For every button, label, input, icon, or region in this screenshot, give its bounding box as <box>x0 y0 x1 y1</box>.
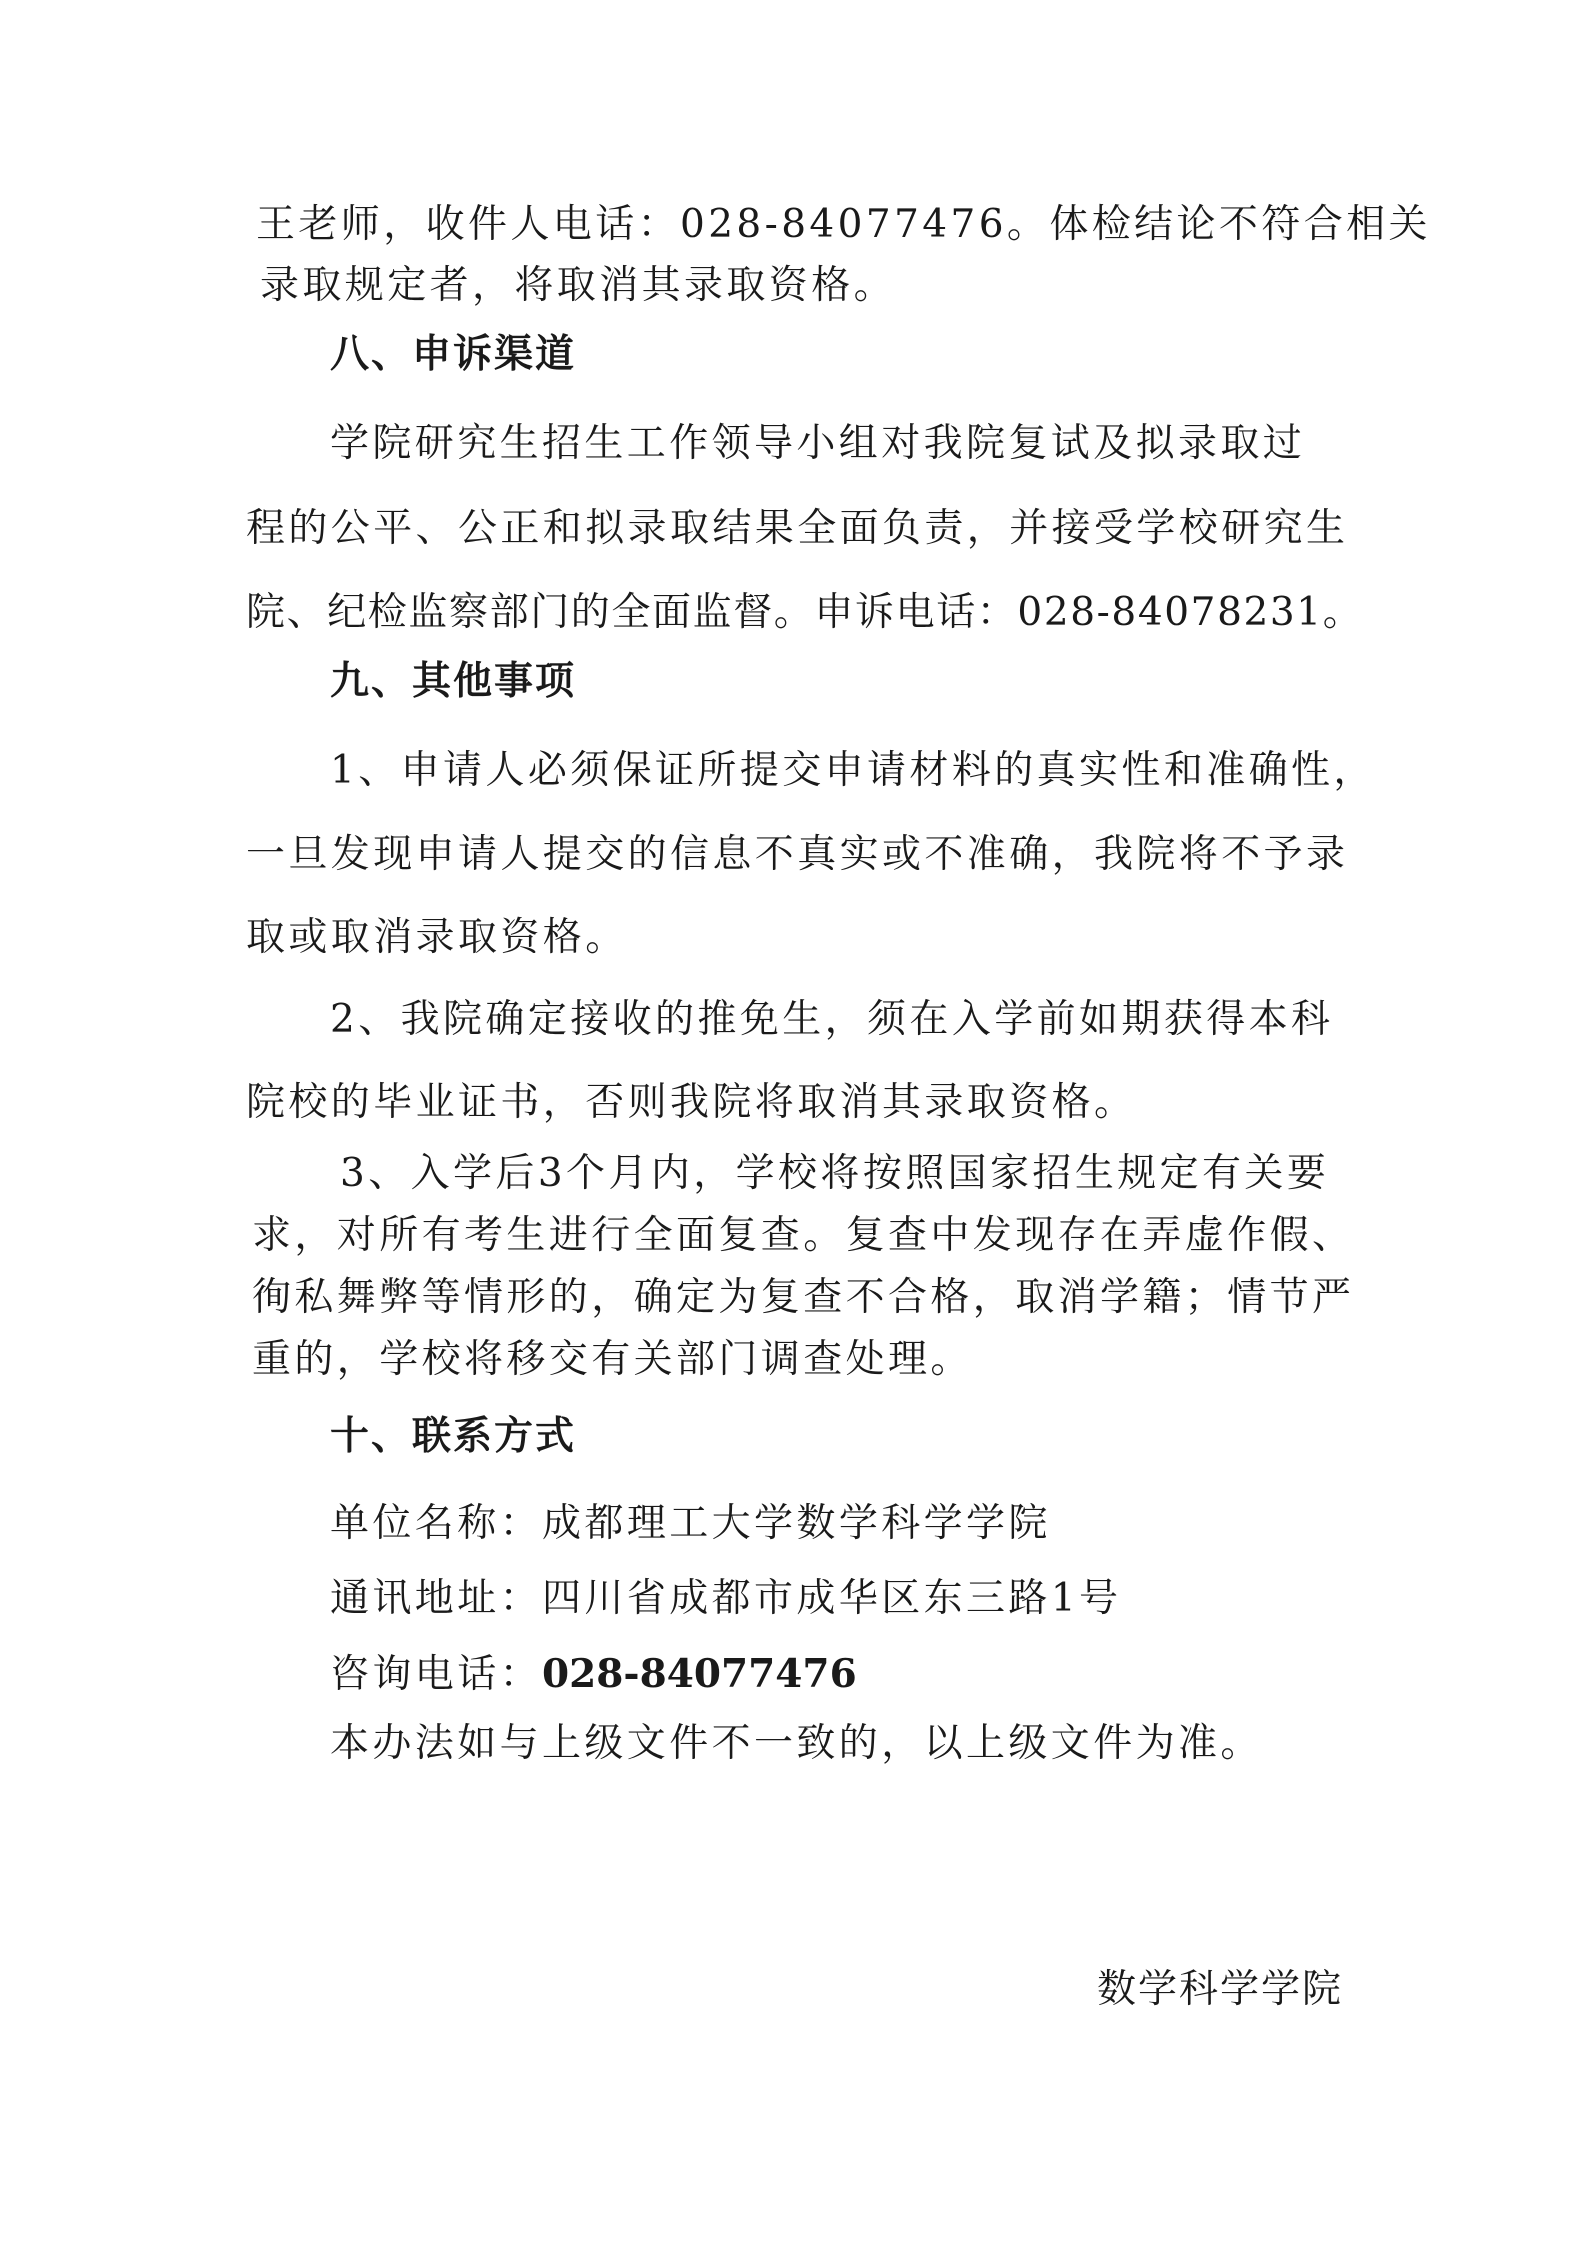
contact-unit <box>330 1498 1051 1550</box>
contact-unit-value: 成都理工大学数学科学学院 <box>542 1501 1051 1546</box>
contact-phone-value: 028-84077476 <box>542 1651 857 1697</box>
section9-item3-line-2: 求，对所有考生进行全面复查。复查中发现存在弄虚作假、 <box>252 1213 1355 1258</box>
section9-item3-line-3: 徇私舞弊等情形的，确定为复查不合格，取消学籍；情节严 <box>252 1275 1355 1320</box>
section7-tail-line-2: 录取规定者，将取消其录取资格。 <box>260 263 897 308</box>
section9-item1-line-2: 一旦发现申请人提交的信息不真实或不准确，我院将不予录 <box>246 832 1349 877</box>
section8-line-2: 程的公平、公正和拟录取结果全面负责，并接受学校研究生 <box>246 506 1349 551</box>
section9-item2-line-2: 院校的毕业证书，否则我院将取消其录取资格。 <box>246 1080 1137 1125</box>
section9-item1-line-3: 取或取消录取资格。 <box>246 915 628 960</box>
contact-phone-label: 咨询电话： <box>330 1652 543 1697</box>
contact-address-value: 四川省成都市成华区东三路1号 <box>542 1576 1122 1621</box>
section10-heading: 十、联系方式 <box>330 1414 577 1459</box>
section7-tail-line-1: 王老师，收件人电话：028-84077476。体检结论不符合相关 <box>256 202 1431 247</box>
contact-address <box>330 1573 1121 1625</box>
section8-heading: 八、申诉渠道 <box>330 332 577 377</box>
section8-line-3: 院、纪检监察部门的全面监督。申诉电话：028-84078231。 <box>246 590 1364 635</box>
section9-item1-line-1: 1、申请人必须保证所提交申请材料的真实性和准确性， <box>330 748 1376 793</box>
contact-address-label: 通讯地址： <box>330 1576 543 1621</box>
section9-heading: 九、其他事项 <box>330 659 577 704</box>
section9-item2-line-1: 2、我院确定接收的推免生，须在入学前如期获得本科 <box>330 997 1334 1042</box>
closing-note: 本办法如与上级文件不一致的，以上级文件为准。 <box>330 1721 1263 1766</box>
section8-line-1: 学院研究生招生工作领导小组对我院复试及拟录取过 <box>330 421 1306 466</box>
contact-unit-label: 单位名称： <box>330 1501 543 1546</box>
section9-item3-line-1: 3、入学后3个月内，学校将按照国家招生规定有关要 <box>340 1151 1330 1196</box>
contact-phone <box>330 1648 857 1701</box>
signature-institution: 数学科学学院 <box>1096 1967 1343 2012</box>
section9-item3-line-4: 重的，学校将移交有关部门调查处理。 <box>252 1337 973 1382</box>
